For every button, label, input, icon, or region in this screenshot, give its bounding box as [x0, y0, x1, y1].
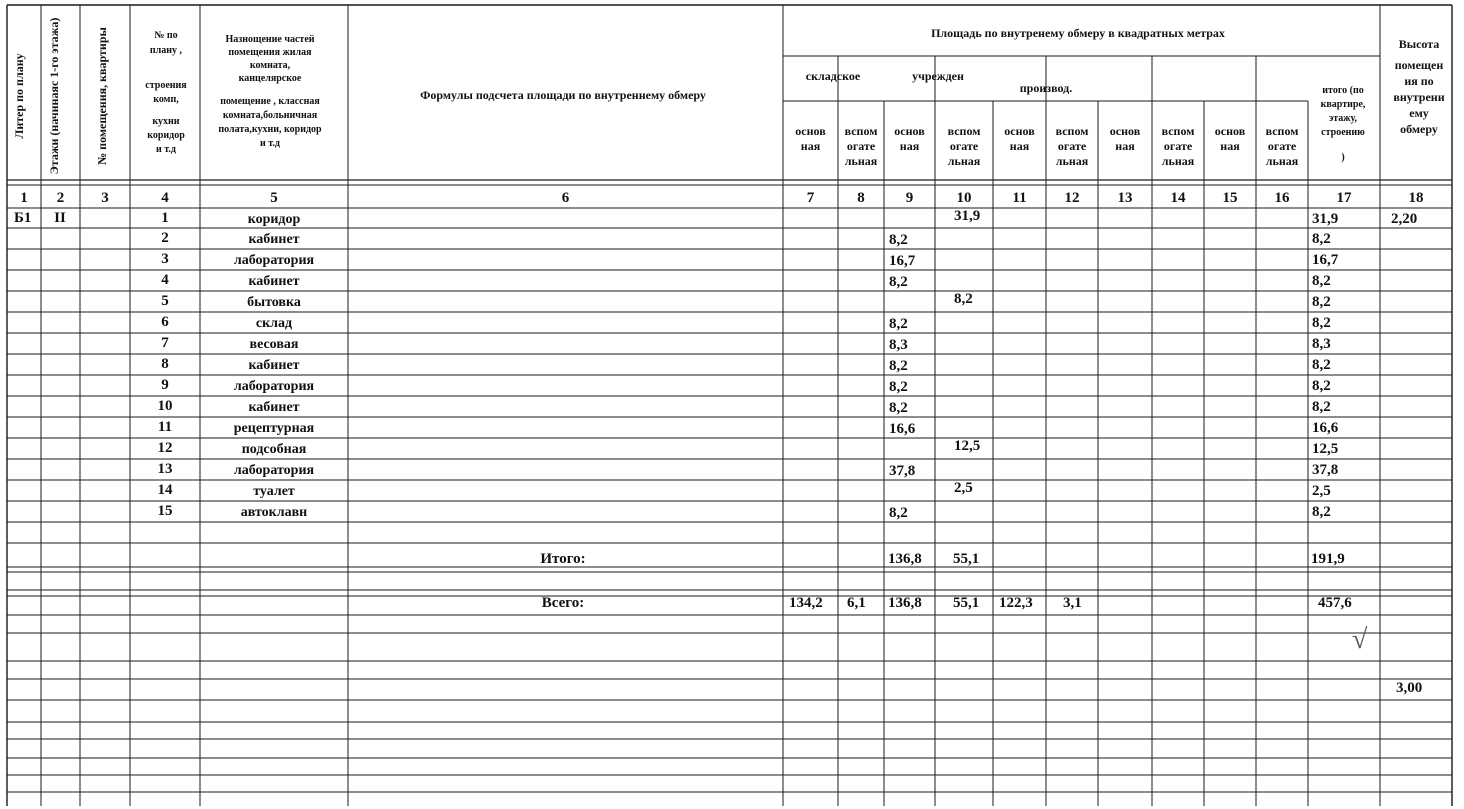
table-row: [158, 398, 1331, 416]
row-c17: 16,7: [1312, 252, 1339, 268]
row-plan-number: 7: [161, 335, 169, 351]
column-number: 2: [56, 190, 65, 206]
itogo-c9: 136,8: [888, 551, 922, 567]
itogo-c17: 191,9: [1311, 551, 1345, 567]
column-number: 16: [1274, 190, 1290, 206]
column-number: 9: [905, 190, 914, 206]
header-institution: учрежден: [912, 69, 964, 83]
row-room-name: автоклавн: [240, 505, 308, 520]
table-row: [161, 230, 1331, 248]
svg-text:коридор: коридор: [147, 130, 185, 141]
row-c10: 2,5: [954, 480, 973, 496]
row-c10: 12,5: [954, 438, 981, 454]
header-storage: складское: [805, 69, 861, 83]
column-number: 10: [956, 190, 972, 206]
header-aux-label: льная: [844, 154, 878, 168]
column-numbers-row: [20, 190, 1423, 206]
column-number: 18: [1408, 190, 1424, 206]
row-plan-number: 3: [161, 251, 169, 267]
column-number: 5: [270, 190, 278, 206]
vsego-c8: 6,1: [847, 595, 866, 611]
table-row: [161, 356, 1331, 374]
row-c10: 8,2: [954, 291, 973, 307]
header-aux-label: вспом: [947, 124, 981, 138]
row-c9: 8,2: [889, 232, 908, 248]
row-plan-number: 1: [161, 210, 169, 226]
row-liter: Б1: [14, 210, 32, 226]
header-main-label: основ: [1214, 124, 1246, 138]
header-main-label: основ: [894, 124, 925, 138]
table-row: [161, 272, 1331, 290]
svg-text:комп,: комп,: [153, 94, 179, 105]
header-liter: Литер по плану: [12, 53, 26, 139]
header-aux-label: льная: [1161, 154, 1195, 168]
header-room-number: № помещения, квартиры: [95, 27, 109, 165]
row-plan-number: 13: [157, 461, 173, 477]
header-main-aux-labels: [795, 124, 1298, 168]
header-aux-label: огате: [1163, 139, 1193, 153]
row-plan-number: 5: [161, 293, 169, 309]
header-aux-label: огате: [1057, 139, 1087, 153]
row-c17: 31,9: [1312, 211, 1339, 227]
row-room-name: кабинет: [248, 232, 300, 247]
vsego-c7: 134,2: [789, 595, 823, 611]
svg-text:итого (по: итого (по: [1322, 85, 1364, 96]
table-row: [14, 208, 1417, 227]
row-plan-number: 10: [157, 398, 173, 414]
row-c9: 16,7: [889, 253, 916, 269]
column-number: 6: [561, 190, 570, 206]
row-c17: 8,2: [1312, 273, 1331, 289]
vsego-c12: 3,1: [1063, 595, 1082, 611]
row-c17: 16,6: [1312, 420, 1339, 436]
row-room-name: бытовка: [247, 295, 301, 310]
row-plan-number: 11: [157, 419, 173, 435]
svg-text:полата,кухни, коридор: полата,кухни, коридор: [218, 124, 322, 135]
header-aux-label: огате: [846, 139, 876, 153]
row-c9: 16,6: [889, 421, 916, 437]
row-c17: 8,2: [1312, 315, 1331, 331]
row-c9: 37,8: [889, 463, 916, 479]
header-height: [1393, 37, 1444, 136]
svg-text:обмеру: обмеру: [1400, 122, 1438, 136]
row-plan-number: 12: [157, 440, 173, 456]
header-main-label: ная: [1009, 139, 1030, 153]
table-row: [161, 314, 1331, 332]
svg-text:кухни: кухни: [152, 116, 180, 127]
header-main-label: ная: [1115, 139, 1135, 153]
row-c9: 8,3: [889, 337, 908, 353]
svg-text:канцелярское: канцелярское: [238, 73, 302, 84]
header-purpose: [218, 34, 322, 149]
row-room-name: склад: [255, 316, 293, 331]
row-room-name: туалет: [253, 484, 295, 499]
table-row: [158, 461, 1339, 479]
row-room-name: лаборатория: [233, 463, 315, 478]
svg-text:помещен: помещен: [1394, 58, 1444, 72]
row-c17: 8,2: [1312, 378, 1331, 394]
row-room-name: лаборатория: [233, 253, 315, 268]
vsego-label: Всего:: [541, 595, 585, 611]
table-row: [158, 480, 1331, 499]
svg-text:этажу,: этажу,: [1328, 113, 1358, 124]
row-plan-number: 9: [161, 377, 169, 393]
table-row: [161, 291, 1331, 310]
row-c17: 2,5: [1312, 483, 1331, 499]
column-number: 13: [1117, 190, 1133, 206]
svg-text:внутрени: внутрени: [1393, 90, 1445, 104]
column-number: 17: [1336, 190, 1352, 206]
header-plan-number: [145, 30, 187, 155]
check-mark: √: [1352, 624, 1368, 655]
row-c17: 8,2: [1312, 357, 1331, 373]
svg-text:комната,больничная: комната,больничная: [222, 110, 318, 121]
header-aux-label: льная: [1265, 154, 1299, 168]
vsego-c10: 55,1: [953, 595, 980, 611]
vsego-c9: 136,8: [888, 595, 922, 611]
svg-text:№ по: № по: [154, 30, 178, 41]
row-c18: 2,20: [1391, 211, 1418, 227]
table-row: [158, 419, 1339, 437]
svg-text:и т.д: и т.д: [260, 138, 280, 149]
row-room-name: кабинет: [248, 400, 300, 415]
header-aux-label: огате: [1267, 139, 1297, 153]
column-number: 7: [806, 190, 815, 206]
table-body: [14, 208, 1417, 521]
row-room-name: кабинет: [248, 274, 300, 289]
header-production: производ.: [1019, 81, 1073, 95]
table-row: [158, 503, 1331, 521]
row-c17: 37,8: [1312, 462, 1339, 478]
row-c9: 8,2: [889, 274, 908, 290]
row-c9: 8,2: [889, 379, 908, 395]
table-row: [158, 438, 1339, 457]
header-aux-label: вспом: [1265, 124, 1299, 138]
row-room-name: подсобная: [241, 442, 307, 457]
row-c9: 8,2: [889, 358, 908, 374]
row-room-name: лаборатория: [233, 379, 315, 394]
header-total: [1321, 85, 1366, 163]
header-main-label: основ: [1004, 124, 1035, 138]
row-room-name: весовая: [249, 337, 299, 352]
table-row: [161, 251, 1339, 269]
row-room-name: коридор: [247, 212, 301, 227]
row-c17: 8,2: [1312, 294, 1331, 310]
header-main-label: ная: [1220, 139, 1240, 153]
vsego-c11: 122,3: [999, 595, 1033, 611]
row-plan-number: 14: [157, 482, 173, 498]
header-formulas: Формулы подсчета площади по внутреннему обмеру: [420, 88, 706, 102]
row-c17: 8,2: [1312, 231, 1331, 247]
vsego-row: [542, 595, 1352, 611]
column-number: 14: [1170, 190, 1186, 206]
row-c9: 8,2: [889, 505, 908, 521]
row-c10: 31,9: [954, 208, 981, 224]
svg-text:и т.д: и т.д: [156, 144, 176, 155]
row-room-name: кабинет: [248, 358, 300, 373]
row-c17: 8,3: [1312, 336, 1331, 352]
svg-text:квартире,: квартире,: [1320, 99, 1366, 110]
table-row: [161, 377, 1331, 395]
table-row: [161, 335, 1331, 353]
column-number: 1: [20, 190, 28, 206]
svg-text:Назнощение частей: Назнощение частей: [225, 34, 315, 45]
row-c17: 12,5: [1312, 441, 1339, 457]
row-plan-number: 8: [161, 356, 169, 372]
itogo-label: Итого:: [540, 551, 586, 567]
row-floor: II: [54, 210, 66, 226]
svg-text:ему: ему: [1409, 106, 1429, 120]
height-note: 3,00: [1396, 680, 1423, 696]
svg-text:строению: строению: [1321, 127, 1365, 138]
column-number: 3: [101, 190, 109, 206]
svg-text:помещение , классная: помещение , классная: [220, 96, 320, 107]
svg-text:плану ,: плану ,: [149, 45, 183, 56]
itogo-row: [540, 551, 1344, 567]
header-aux-label: вспом: [1161, 124, 1195, 138]
row-c9: 8,2: [889, 316, 908, 332]
header-main-label: основ: [1109, 124, 1141, 138]
column-number: 12: [1064, 190, 1080, 206]
svg-text:Высота: Высота: [1398, 37, 1440, 51]
column-number: 4: [161, 190, 169, 206]
row-c17: 8,2: [1312, 504, 1331, 520]
header-aux-label: вспом: [1055, 124, 1089, 138]
svg-text:строения: строения: [145, 80, 187, 91]
header-main-label: основ: [795, 124, 826, 138]
svg-text:помещения жилая: помещения жилая: [228, 47, 312, 58]
header-aux-label: льная: [947, 154, 981, 168]
vsego-c17: 457,6: [1318, 595, 1352, 611]
row-plan-number: 6: [161, 314, 169, 330]
column-number: 15: [1222, 190, 1238, 206]
row-room-name: рецептурная: [233, 421, 315, 436]
svg-text:): ): [1341, 152, 1345, 163]
svg-text:комната,: комната,: [249, 60, 291, 71]
row-c17: 8,2: [1312, 399, 1331, 415]
header-aux-label: огате: [949, 139, 979, 153]
itogo-c10: 55,1: [953, 551, 980, 567]
svg-text:ия по: ия по: [1404, 74, 1434, 88]
column-number: 8: [857, 190, 865, 206]
header-main-label: ная: [899, 139, 920, 153]
row-c9: 8,2: [889, 400, 908, 416]
column-number: 11: [1012, 190, 1027, 206]
row-plan-number: 15: [157, 503, 173, 519]
header-aux-label: льная: [1055, 154, 1089, 168]
row-plan-number: 4: [161, 272, 169, 288]
row-plan-number: 2: [161, 230, 169, 246]
header-aux-label: вспом: [844, 124, 878, 138]
header-area-group: Площадь по внутренему обмеру в квадратных метрах: [931, 26, 1225, 40]
header-main-label: ная: [800, 139, 821, 153]
header-floor: Этажи (начинаяс 1-го этажа): [47, 17, 61, 175]
